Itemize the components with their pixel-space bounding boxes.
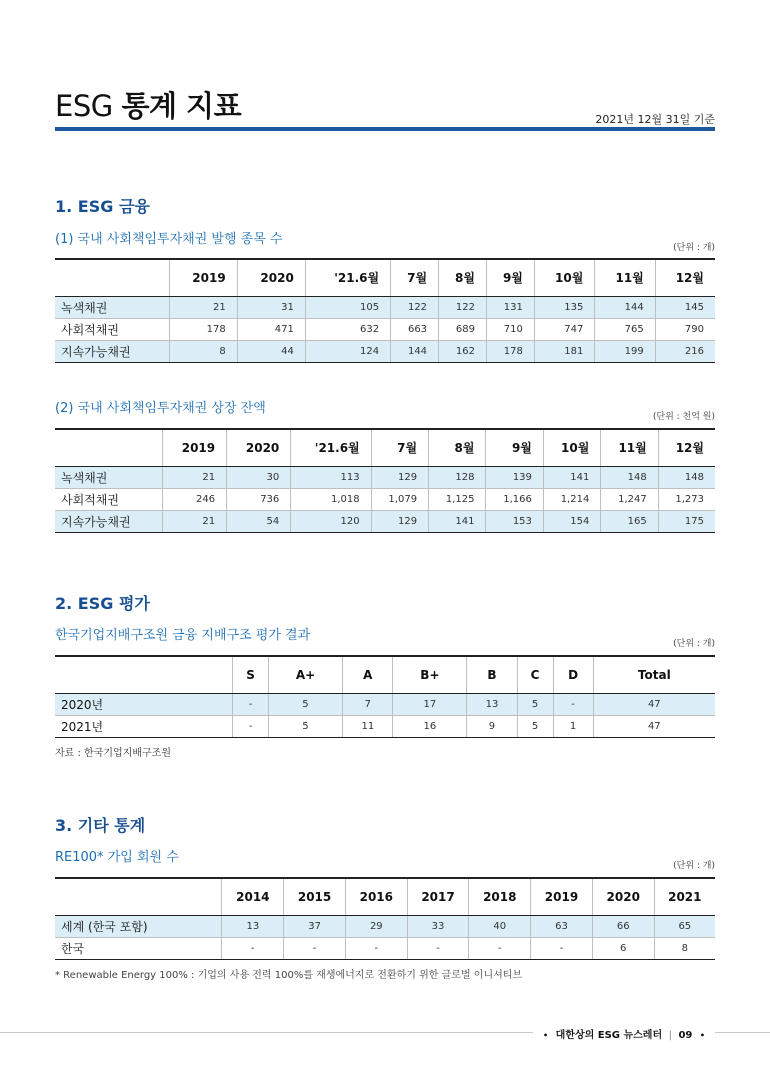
table-cell: 162 xyxy=(439,340,487,362)
unit-label: (단위 : 개) xyxy=(673,861,715,871)
table-cell: 1,247 xyxy=(601,488,658,510)
column-header: A+ xyxy=(268,656,342,693)
table-cell: 129 xyxy=(371,510,428,532)
table-cell: 144 xyxy=(391,340,439,362)
table-cell: 663 xyxy=(391,318,439,340)
listing-balance-table xyxy=(55,428,715,533)
table-cell: 8 xyxy=(654,937,715,959)
bullet-icon: • xyxy=(699,1031,705,1040)
table-cell: 17 xyxy=(393,693,467,715)
column-header: B xyxy=(467,656,517,693)
table-cell: 40 xyxy=(469,915,531,937)
subtitle-listing-balance: (2) 국내 사회책임투자채권 상장 잔액 xyxy=(55,401,266,416)
table-cell: 13 xyxy=(467,693,517,715)
table-cell: 144 xyxy=(595,296,655,318)
table-cell: - xyxy=(531,937,593,959)
table-cell: 148 xyxy=(658,466,715,488)
column-header: 8월 xyxy=(439,259,487,296)
page-number: 09 xyxy=(678,1030,693,1041)
table-cell: 105 xyxy=(305,296,390,318)
unit-label: (단위 : 개) xyxy=(673,243,715,253)
unit-label: (단위 : 천억 원) xyxy=(652,412,715,422)
source-note: 자료 : 한국기업지배구조원 xyxy=(55,748,171,759)
table-row xyxy=(55,510,715,532)
column-header: 2018 xyxy=(469,878,531,915)
subtitle-issuance-count: (1) 국내 사회책임투자채권 발행 종목 수 xyxy=(55,232,283,247)
row-label: 2021년 xyxy=(55,715,233,737)
table-cell: 31 xyxy=(237,296,305,318)
column-header: 2017 xyxy=(407,878,469,915)
table-cell: - xyxy=(407,937,469,959)
table-cell: 124 xyxy=(305,340,390,362)
column-header: B+ xyxy=(393,656,467,693)
column-header: 12월 xyxy=(655,259,715,296)
table-cell: 33 xyxy=(407,915,469,937)
column-header: 7월 xyxy=(391,259,439,296)
table-cell: - xyxy=(233,693,268,715)
table-cell: 66 xyxy=(592,915,654,937)
column-header: 2016 xyxy=(345,878,407,915)
table-cell: 710 xyxy=(486,318,534,340)
table-header-row xyxy=(55,259,715,296)
table-cell: 6 xyxy=(592,937,654,959)
table-row xyxy=(55,340,715,362)
column-header: 11월 xyxy=(601,429,658,466)
table-cell: 21 xyxy=(162,466,226,488)
governance-evaluation-table xyxy=(55,655,715,738)
column-header: A xyxy=(343,656,393,693)
table-cell: 471 xyxy=(237,318,305,340)
table-cell: 199 xyxy=(595,340,655,362)
table-cell: 141 xyxy=(543,466,600,488)
bullet-icon: • xyxy=(543,1031,549,1040)
table-cell: 1,166 xyxy=(486,488,543,510)
table-cell: - xyxy=(233,715,268,737)
table-cell: 29 xyxy=(345,915,407,937)
table-row xyxy=(55,693,715,715)
row-label: 지속가능채권 xyxy=(55,340,169,362)
table-row xyxy=(55,937,715,959)
row-label: 녹색채권 xyxy=(55,296,169,318)
table-cell: 13 xyxy=(222,915,284,937)
section-title-esg-finance: 1. ESG 금융 xyxy=(55,197,150,216)
table-header-row xyxy=(55,878,715,915)
table-cell: 165 xyxy=(601,510,658,532)
table-cell: 65 xyxy=(654,915,715,937)
table-cell: 216 xyxy=(655,340,715,362)
table-cell: 153 xyxy=(486,510,543,532)
header-rule xyxy=(55,127,715,131)
table-cell: 5 xyxy=(268,715,342,737)
page-title-esg: ESG xyxy=(55,89,113,123)
column-header: 10월 xyxy=(543,429,600,466)
table-row xyxy=(55,715,715,737)
table-cell: 30 xyxy=(227,466,291,488)
footer-separator: | xyxy=(668,1030,672,1041)
newsletter-name: 대한상의 ESG 뉴스레터 xyxy=(555,1030,663,1041)
table-cell: 747 xyxy=(534,318,594,340)
table-cell: 1,125 xyxy=(429,488,486,510)
table-cell: 129 xyxy=(371,466,428,488)
table-cell: 120 xyxy=(291,510,371,532)
row-label: 사회적채권 xyxy=(55,488,162,510)
table-cell: 1,214 xyxy=(543,488,600,510)
row-label-header xyxy=(55,429,162,466)
subtitle-governance-evaluation: 한국기업지배구조원 금융 지배구조 평가 결과 xyxy=(55,628,311,643)
table-cell: 54 xyxy=(227,510,291,532)
column-header: 9월 xyxy=(486,429,543,466)
table-cell: 154 xyxy=(543,510,600,532)
re100-footnote: * Renewable Energy 100% : 기업의 사용 전력 100%를 재생에너지로 전환하기 위한 글로벌 이니셔티브 xyxy=(55,970,523,981)
table-cell: 7 xyxy=(343,693,393,715)
table-cell: 1,273 xyxy=(658,488,715,510)
page-title xyxy=(55,84,241,125)
table-cell: - xyxy=(553,693,593,715)
table-cell: 178 xyxy=(486,340,534,362)
issuance-count-table xyxy=(55,258,715,363)
table-cell: 122 xyxy=(439,296,487,318)
table-cell: 47 xyxy=(593,715,715,737)
section-title-esg-evaluation: 2. ESG 평가 xyxy=(55,594,150,613)
row-label: 세계 (한국 포함) xyxy=(55,915,222,937)
column-header: 2020 xyxy=(237,259,305,296)
table-row xyxy=(55,488,715,510)
table-cell: 37 xyxy=(284,915,346,937)
table-cell: 128 xyxy=(429,466,486,488)
column-header: 8월 xyxy=(429,429,486,466)
table-cell: 632 xyxy=(305,318,390,340)
column-header: 2021 xyxy=(654,878,715,915)
table-row xyxy=(55,318,715,340)
row-label-header xyxy=(55,259,169,296)
column-header: 7월 xyxy=(371,429,428,466)
section-title-other-stats: 3. 기타 통계 xyxy=(55,816,146,835)
column-header: 2020 xyxy=(227,429,291,466)
column-header: '21.6월 xyxy=(291,429,371,466)
table-cell: 689 xyxy=(439,318,487,340)
column-header: C xyxy=(517,656,553,693)
table-cell: 21 xyxy=(169,296,237,318)
table-cell: - xyxy=(469,937,531,959)
table-cell: 131 xyxy=(486,296,534,318)
column-header: S xyxy=(233,656,268,693)
column-header: 2015 xyxy=(284,878,346,915)
table-cell: 765 xyxy=(595,318,655,340)
table-cell: 790 xyxy=(655,318,715,340)
table-cell: 178 xyxy=(169,318,237,340)
table-cell: 63 xyxy=(531,915,593,937)
page-footer xyxy=(533,1026,715,1041)
table-row xyxy=(55,296,715,318)
table-cell: 5 xyxy=(268,693,342,715)
row-label-header xyxy=(55,656,233,693)
column-header: 2019 xyxy=(531,878,593,915)
column-header: 2019 xyxy=(162,429,226,466)
row-label: 2020년 xyxy=(55,693,233,715)
table-cell: 1 xyxy=(553,715,593,737)
table-cell: 9 xyxy=(467,715,517,737)
table-cell: 122 xyxy=(391,296,439,318)
column-header: 9월 xyxy=(486,259,534,296)
row-label: 지속가능채권 xyxy=(55,510,162,532)
table-cell: 44 xyxy=(237,340,305,362)
column-header: 10월 xyxy=(534,259,594,296)
column-header: Total xyxy=(593,656,715,693)
column-header: 2019 xyxy=(169,259,237,296)
table-cell: 148 xyxy=(601,466,658,488)
column-header: 11월 xyxy=(595,259,655,296)
table-cell: 1,079 xyxy=(371,488,428,510)
unit-label: (단위 : 개) xyxy=(673,639,715,649)
table-cell: 113 xyxy=(291,466,371,488)
table-cell: - xyxy=(284,937,346,959)
page-title-main: 통계 지표 xyxy=(121,89,242,123)
table-cell: 145 xyxy=(655,296,715,318)
table-cell: 139 xyxy=(486,466,543,488)
column-header: 2020 xyxy=(592,878,654,915)
table-cell: 141 xyxy=(429,510,486,532)
column-header: '21.6월 xyxy=(305,259,390,296)
column-header: D xyxy=(553,656,593,693)
re100-members-table xyxy=(55,877,715,960)
row-label: 사회적채권 xyxy=(55,318,169,340)
table-row xyxy=(55,466,715,488)
table-cell: 175 xyxy=(658,510,715,532)
reference-date: 2021년 12월 31일 기준 xyxy=(595,113,715,126)
table-cell: 1,018 xyxy=(291,488,371,510)
table-cell: 181 xyxy=(534,340,594,362)
table-cell: 5 xyxy=(517,715,553,737)
table-cell: 736 xyxy=(227,488,291,510)
table-header-row xyxy=(55,429,715,466)
row-label: 녹색채권 xyxy=(55,466,162,488)
table-cell: 246 xyxy=(162,488,226,510)
table-cell: 135 xyxy=(534,296,594,318)
table-row xyxy=(55,915,715,937)
table-cell: 11 xyxy=(343,715,393,737)
table-cell: 8 xyxy=(169,340,237,362)
table-header-row xyxy=(55,656,715,693)
table-cell: 5 xyxy=(517,693,553,715)
row-label: 한국 xyxy=(55,937,222,959)
table-cell: - xyxy=(345,937,407,959)
row-label-header xyxy=(55,878,222,915)
subtitle-re100: RE100* 가입 회원 수 xyxy=(55,850,179,865)
table-cell: 21 xyxy=(162,510,226,532)
table-cell: - xyxy=(222,937,284,959)
column-header: 2014 xyxy=(222,878,284,915)
table-cell: 47 xyxy=(593,693,715,715)
column-header: 12월 xyxy=(658,429,715,466)
table-cell: 16 xyxy=(393,715,467,737)
